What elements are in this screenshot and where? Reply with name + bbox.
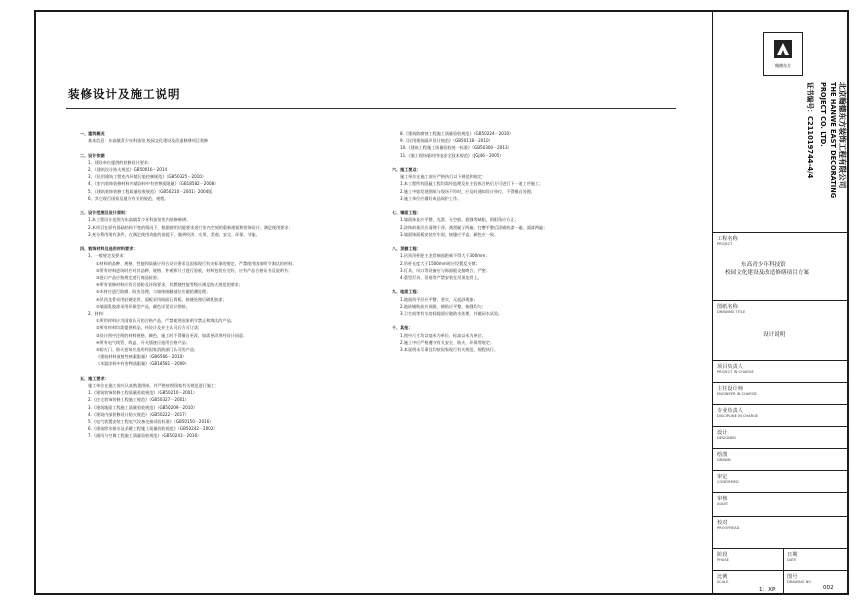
note-line: 1、一般规定及要求： (88, 253, 128, 259)
note-line: 2、材料： (88, 311, 107, 317)
note-line: 4.重型灯具、吊扇等严禁安装在吊顶龙骨上。 (400, 275, 482, 281)
note-line: 2.施工中应严格遵守有关安全、防火、环保等规定； (400, 339, 494, 345)
tb-rule (713, 492, 849, 493)
tb-vertical-rule (783, 548, 784, 595)
note-line: 2.涂饰前基层应清理干净，满刮腻子两遍，打磨平整后涂刷底漆一遍、面漆两遍； (400, 224, 548, 230)
section-heading: 五、施工要求： (80, 375, 109, 381)
audit-label-en: AUDIT (717, 502, 729, 506)
scale-label: 比例 (717, 574, 728, 580)
note-line: 施工单位在施工前应严格执行以下规范和规定： (400, 174, 486, 180)
spacer (392, 202, 654, 209)
note-line: ⑤木材应进行防腐、防虫处理，与墙体接触部位应做防潮处理； (96, 289, 211, 295)
section-heading: 一、建筑概况 (80, 131, 105, 136)
note-line: ③进口产品应按规定进行商品检验； (96, 275, 162, 281)
section-heading: 九、地面工程： (392, 289, 421, 295)
drawing-no-label-en: DRAWING NO (787, 580, 812, 584)
note-line: 8.《建筑防腐蚀工程施工质量验收规范》（GB50224－2010） (400, 131, 514, 136)
section-heading: 二、设计依据 (80, 152, 105, 158)
note-line: 4、《室内装饰装修材料内墙涂料中有害物质限量》（GB18582－2008） (88, 181, 219, 187)
confirm-label: 审定 (717, 474, 728, 480)
section-heading: 十、其他： (392, 325, 413, 331)
note-line: 2.《住宅装饰装修工程施工规范》（GB50327－2001） (88, 397, 189, 403)
note-line: 《木器涂料中有害物质限量》（GB18581－2009） (96, 361, 189, 367)
project-name-line2: 校园文化建设及改造修缮项目方案 (725, 270, 809, 276)
note-line: 2.施工中如发现图纸与现场不符时，应及时通知设计单位，不得擅自处理； (400, 188, 535, 194)
note-line: 5、《建筑装饰装修工程质量验收规范》（GB50210－2001）2004版 (88, 188, 213, 194)
eic-label: 主任设计师 (717, 386, 743, 392)
logo-caption: 翰德东方 (775, 63, 791, 68)
spacer (392, 238, 654, 245)
note-line: 1.图中尺寸均以毫米为单位，标高以米为单位； (400, 332, 486, 338)
drawing-name: 设计说明 (763, 332, 786, 338)
spacer (80, 144, 330, 151)
design-label-en: DESIGNED (717, 436, 736, 440)
note-line: 《建筑材料放射性核素限量》（GB6566－2010） (96, 354, 187, 360)
tb-rule (713, 448, 849, 449)
note-line: 3.本说明未尽事宜均按国家现行有关规范、规程执行。 (400, 347, 499, 353)
note-line: 1.地面找平层应平整、坚实、无起砂现象； (400, 296, 478, 302)
note-line: ⑤防火门、防火卷帘应选用经国家消防部门认可的产品； (96, 347, 198, 353)
note-line: ④所有电气线管、线盒、开关插座应选用合格产品； (96, 339, 190, 345)
note-line: ④所有装修材料应符合消防及环保要求，其燃烧性能等级应满足防火规范的要求； (96, 282, 243, 288)
note-line: 2.吊杆长度大于1500mm时应设置反支撑； (400, 260, 480, 266)
tb-rule (713, 404, 849, 405)
dic-label-en: DISCIPLINE IN CHARGE (717, 414, 759, 418)
section-heading: 三、设计范围及设计原则： (80, 210, 130, 216)
project-name-line1: 东高青少年科技馆 (741, 262, 786, 268)
note-line: ②所有材料均需提供样品，经设计及业主认可后方可订货； (96, 325, 203, 331)
drawn-label-en: DRAWN (717, 458, 731, 462)
drawing-no-label: 图号 (787, 574, 798, 580)
note-line: 1、建设单位提供的装修设计要求； (88, 159, 153, 165)
scale-label-en: SCALE (717, 580, 729, 584)
note-line: 7.《通风与空调工程施工质量验收规范》（GB50243－2016） (88, 433, 202, 439)
note-line: 3.卫生间等有水房间地面应做防水处理，并做闭水试验。 (400, 311, 503, 317)
eic-label-en: ENGINEER IN CHARGE (717, 392, 757, 396)
date-label: 日期 (787, 552, 798, 558)
note-line: 4.《建筑内部装修设计防火规范》（GB50222－2017） (88, 411, 189, 417)
notes-column-right (392, 130, 654, 353)
note-line: 1.墙面抹灰应平整、光滑、无空鼓、裂缝等缺陷，阴阳角应方正； (400, 217, 519, 223)
tb-rule (713, 382, 849, 383)
note-line: 3.灯具、风口等设备应与饰面板交接吻合、严密； (400, 267, 490, 273)
note-line: 2.本项目在原有基础结构不变的情况下，根据使用功能要求进行室内空间的重新规划和装饰设计，满足使用要求； (88, 224, 293, 230)
company-name-en-1: THE HANWE EAST DECORATING (829, 82, 837, 199)
note-line: 1.本工程所有隐蔽工程均需经监理及业主验收合格后方可进行下一道工序施工； (400, 181, 544, 187)
tb-rule (713, 570, 849, 571)
audit-label: 审核 (717, 496, 728, 502)
spacer (80, 202, 330, 209)
note-line: 1.《建筑装饰装修工程质量验收规范》（GB50210－2001） (88, 390, 198, 396)
project-label: 工程名称 (717, 236, 738, 242)
note-line: 2、《建筑设计防火规范》GB50016－2014 (88, 167, 168, 172)
company-name-en-2: PROJECT CO. LTD. (819, 82, 827, 147)
spacer (80, 368, 330, 375)
note-line: 基本信息：东高镇青少年科技馆 校园文化建设及改造修缮项目装修 (88, 138, 209, 144)
note-line: 3.施工单位应做好成品保护工作。 (400, 195, 462, 201)
title-block (713, 10, 849, 595)
phase-label: 阶段 (717, 552, 728, 558)
note-line: 6.《建筑给水排水及采暖工程施工质量验收规范》（GB50242－2002） (88, 426, 218, 432)
note-line: 1.吊顶吊杆距主龙骨端部距离不得大于300mm； (400, 253, 490, 259)
scale-value: 1：XP (759, 587, 776, 593)
drawing-no-value: 002 (823, 585, 834, 591)
certificate-number: 证书编号：C211019744-4/4 (806, 82, 814, 179)
tb-rule (713, 516, 849, 517)
note-line: 3.《建筑地面工程施工质量验收规范》（GB50209－2010） (88, 404, 198, 410)
note-line: 9.《民用建筑隔声设计规范》（GB50118－2010） (400, 138, 493, 144)
note-line: 6、其它现行国家及地方有关的规范、规程。 (88, 195, 169, 201)
note-line: 3.墙面饰面板安装应牢固，接缝应平直，颜色应一致。 (400, 231, 499, 237)
company-logo (763, 32, 803, 76)
section-heading: 八、顶棚工程： (392, 246, 421, 252)
spacer (392, 159, 654, 166)
drawn-label: 绘图 (717, 452, 728, 458)
tb-rule (713, 548, 849, 549)
tb-rule (713, 470, 849, 471)
company-block (773, 82, 853, 232)
design-label: 设计 (717, 430, 728, 436)
section-heading: 六、施工要点： (392, 167, 421, 172)
spacer (392, 317, 654, 324)
note-line: 2.地砖铺贴前应预排，铺贴应平整、接缝均匀； (400, 303, 486, 309)
note-line: 10.《建筑工程施工质量验收统一标准》（GB50300－2013） (400, 145, 512, 151)
note-line: 3.充分利用现有条件，在满足使用功能的前提下，做到经济、实用、美观、安全、环保、节能。 (88, 231, 260, 237)
spacer (80, 238, 330, 245)
tb-rule (713, 426, 849, 427)
note-line: ③设计图中注明的材料规格、颜色，施工时不得擅自更改，如需更改须经设计同意； (96, 332, 248, 338)
note-line: ①所用材料应为国家认可的合格产品，严禁使用国家明令禁止和淘汰的产品； (96, 318, 235, 324)
pic-label-en: PROJECT IN CHARGE (717, 370, 754, 374)
document-title: 装修设计及施工说明 (68, 87, 181, 101)
proofread-label-en: PROOFREAD (717, 526, 740, 530)
tb-rule (713, 360, 849, 361)
date-label-en: DATE (787, 558, 797, 562)
proofread-label: 校对 (717, 520, 728, 526)
note-line: 3、《民用建筑工程室内环境污染控制规范》（GB50325－2010） (88, 174, 206, 180)
note-line: 施工单位在施工前应认真熟悉图纸，并严格按照国家有关规范进行施工： (88, 383, 219, 389)
dic-label: 专业负责人 (717, 408, 743, 414)
note-line: ⑥吊顶龙骨采用轻钢龙骨，面板采用纸面石膏板，接缝处理后刷乳胶漆； (96, 296, 227, 302)
note-line: ⑦墙面乳胶漆采用环保型产品，颜色详见设计图纸； (96, 303, 190, 309)
project-label-en: PROJECT (717, 242, 733, 246)
drawing-title-label: 图纸名称 (717, 304, 738, 310)
section-heading: 四、装饰材料及选用材料要求： (80, 246, 138, 252)
note-line: 1.本工程设计范围为东高镇青少年科技馆室内装修修缮； (88, 217, 191, 223)
logo-mark-icon (773, 39, 793, 59)
drawing-title-label-en: DRAWING TITLE (717, 310, 746, 314)
note-line: 5.《电气装置安装工程电气设备交接试验标准》（GB50150－2016） (88, 419, 214, 425)
note-line: 11.《施工现场临时用电安全技术规范》（JGJ46－2005） (400, 152, 504, 158)
note-line: ①材料的品种、规格、性能和质量应符合设计要求及国家现行有关标准的规定，严禁使用国家明令淘汰的材料； (96, 260, 297, 266)
confirm-label-en: CONFIRMED (717, 480, 739, 484)
company-name-cn: 北京翰德东方装饰工程有限公司 (838, 82, 847, 189)
spacer (392, 281, 654, 288)
section-heading: 七、墙面工程： (392, 210, 421, 216)
notes-column-left (80, 130, 330, 440)
note-line: ②所有材料进场时应对其品种、规格、外观和尺寸进行验收，材料包装应完好，应有产品合格证书及说明书； (96, 267, 293, 273)
tb-rule (713, 300, 849, 301)
phase-label-en: PHASE (717, 558, 729, 562)
tb-rule (713, 232, 849, 233)
title-underline (66, 108, 676, 109)
pic-label: 项目负责人 (717, 364, 743, 370)
